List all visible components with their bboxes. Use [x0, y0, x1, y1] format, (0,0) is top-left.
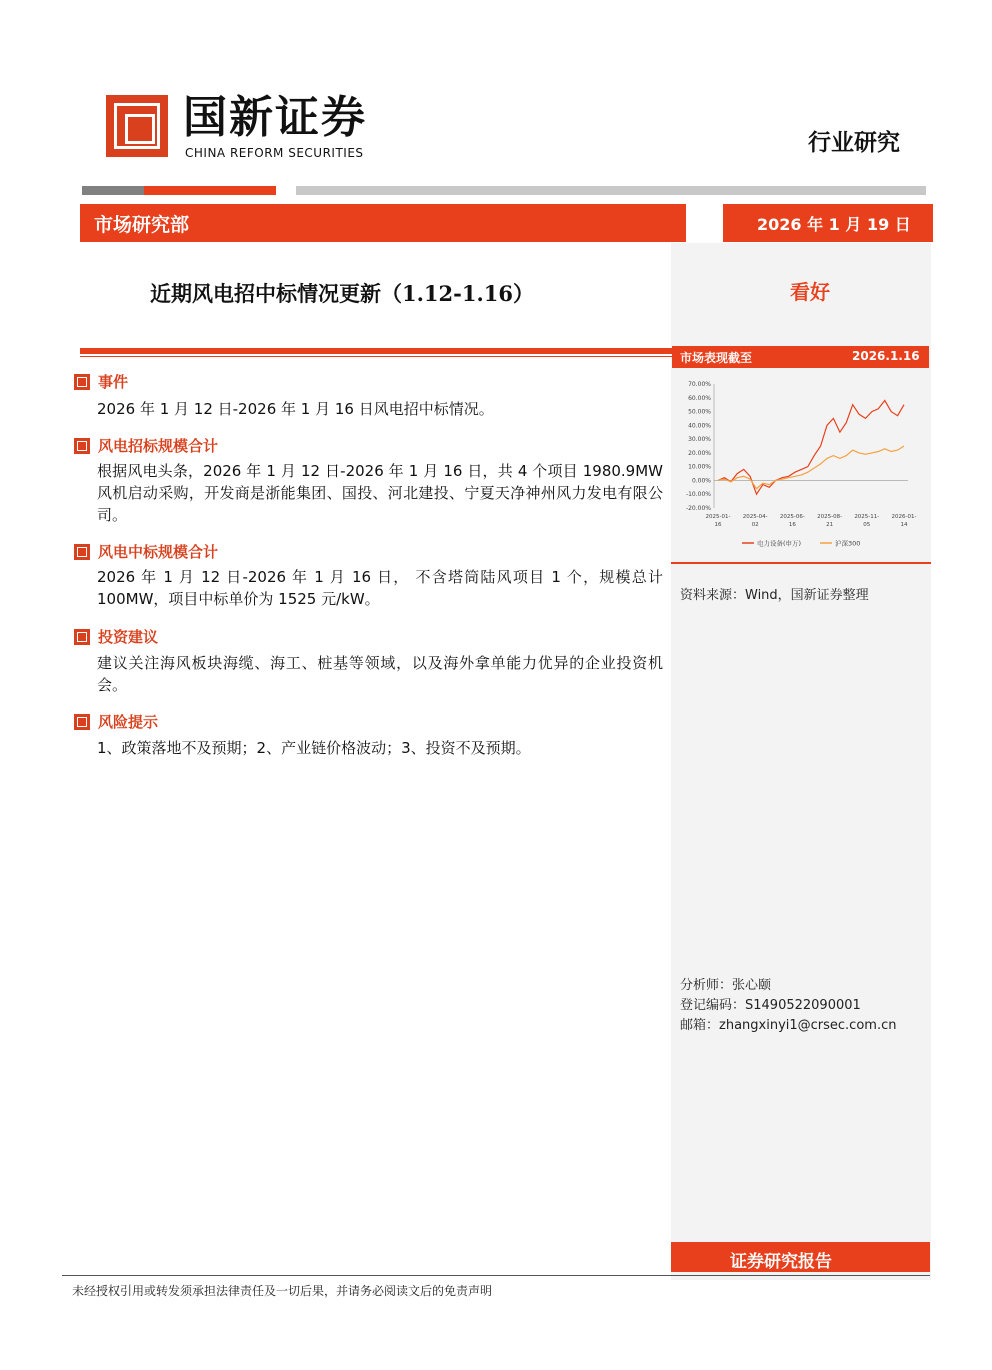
title-rule-thin — [80, 356, 672, 357]
x-tick-label: 16 — [788, 522, 796, 528]
x-tick-label: 16 — [714, 522, 722, 528]
rating: 看好 — [790, 280, 830, 304]
x-tick-label: 2025-01- — [705, 514, 731, 520]
doc-type: 行业研究 — [808, 130, 900, 156]
analyst-email: 邮箱：zhangxinyi1@crsec.com.cn — [680, 1018, 897, 1033]
y-tick-label: 40.00% — [688, 422, 711, 430]
series-line-1 — [718, 446, 904, 489]
header-bar-long — [296, 186, 926, 195]
y-tick-label: 30.00% — [688, 436, 711, 444]
section-icon — [74, 714, 90, 730]
x-tick-label: 2025-04- — [742, 514, 768, 520]
title-rule — [80, 348, 672, 354]
y-tick-label: 70.00% — [688, 381, 711, 388]
x-tick-label: 05 — [863, 522, 871, 528]
section-heading-tender: 风电招标规模合计 — [98, 437, 219, 455]
section-heading-advice: 投资建议 — [98, 628, 159, 646]
section-body-advice: 建议关注海风板块海缆、海工、桩基等领域，以及海外拿单能力优异的企业投资机会。 — [97, 654, 663, 694]
x-tick-label: 2025-06- — [779, 514, 805, 520]
legend-label: 沪深300 — [835, 539, 861, 548]
disclaimer: 未经授权引用或转发须承担法律责任及一切后果，并请务必阅读文后的免责声明 — [72, 1284, 493, 1298]
section-body-tender: 根据风电头条，2026 年 1 月 12 日-2026 年 1 月 16 日，共 4 个项目 1980.9MW 风机启动采购，开发商是浙能集团、国投、河北建投、宁夏天净神州风力发电有限公司。 — [97, 462, 663, 524]
x-tick-label: 02 — [751, 522, 759, 528]
section-body-award: 2026 年 1 月 12 日-2026 年 1 月 16 日， 不含塔筒陆风项目 1 个，规模总计 100MW，项目中标单价为 1525 元/kW。 — [97, 568, 663, 608]
footer-rule — [62, 1275, 930, 1276]
x-tick-label: 14 — [900, 522, 908, 528]
y-tick-label: 50.00% — [688, 408, 711, 416]
performance-date: 2026.1.16 — [852, 349, 920, 363]
section-heading-award: 风电中标规模合计 — [98, 543, 219, 561]
performance-label: 市场表现截至 — [680, 351, 753, 365]
y-tick-label: 20.00% — [688, 449, 711, 457]
section-icon — [74, 438, 90, 454]
section-heading-event: 事件 — [98, 373, 129, 391]
chart-source: 资料来源：Wind，国新证券整理 — [680, 588, 869, 603]
footer-label: 证券研究报告 — [730, 1252, 832, 1272]
y-tick-label: -20.00% — [685, 505, 711, 512]
x-tick-label: 2025-11- — [854, 514, 880, 520]
section-icon — [74, 544, 90, 560]
sidebar-divider — [671, 562, 931, 564]
x-tick-label: 2026-01- — [891, 514, 917, 520]
legend-label: 电力设备(申万) — [757, 539, 802, 548]
analyst-name: 分析师：张心颐 — [680, 978, 772, 993]
section-heading-risk: 风险提示 — [98, 713, 159, 731]
y-tick-label: -10.00% — [685, 491, 711, 499]
y-tick-label: 0.00% — [691, 477, 711, 485]
header-bar-accent — [144, 186, 276, 195]
section-icon — [74, 374, 90, 390]
performance-chart — [676, 376, 926, 552]
x-tick-label: 21 — [826, 522, 834, 528]
header-bar — [82, 186, 144, 195]
section-body-event: 2026 年 1 月 12 日-2026 年 1 月 16 日风电招中标情况。 — [97, 400, 494, 418]
page-title: 近期风电招中标情况更新（1.12-1.16） — [150, 281, 535, 306]
logo-mark — [106, 95, 168, 157]
dept-name: 市场研究部 — [94, 214, 190, 236]
section-icon — [74, 629, 90, 645]
y-tick-label: 10.00% — [688, 463, 711, 471]
section-body-risk: 1、政策落地不及预期；2、产业链价格波动；3、投资不及预期。 — [97, 739, 531, 757]
analyst-reg: 登记编码：S1490522090001 — [680, 998, 861, 1013]
logo-en: CHINA REFORM SECURITIES — [185, 146, 364, 160]
report-date: 2026 年 1 月 19 日 — [757, 215, 911, 234]
x-tick-label: 2025-08- — [817, 514, 843, 520]
y-tick-label: 60.00% — [688, 394, 711, 402]
logo-cn: 国新证券 — [183, 92, 367, 143]
